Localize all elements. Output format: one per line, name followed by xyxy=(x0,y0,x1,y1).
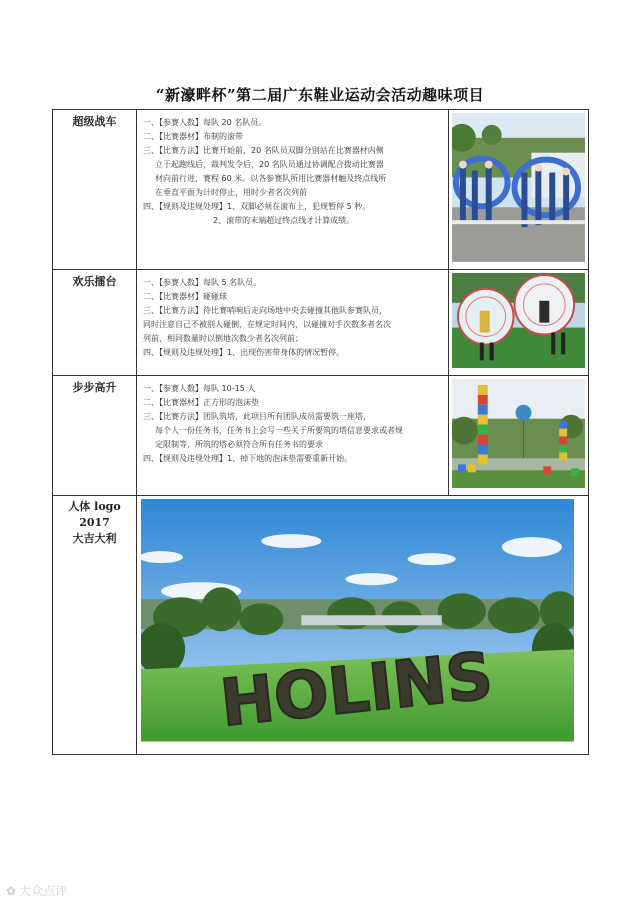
rule-line: 一、【参赛人数】每队 5 名队员。 xyxy=(143,277,262,287)
activity-table xyxy=(52,109,589,755)
rule-line: 立于起跑线后，裁判发令后，20 名队员通过协调配合拨动比赛器 xyxy=(155,160,384,169)
activity-name: 超级战车 xyxy=(53,110,137,270)
human-logo-text: HOLINS xyxy=(216,638,497,742)
page-title: “新濠畔杯”第二届广东鞋业运动会活动趣味项目 xyxy=(155,86,485,104)
rule-line: 三、【比赛方法】比赛开始前，20 名队员双脚分别站在比赛器材内侧 xyxy=(143,146,384,155)
rule-line: 四、【规则及违规处理】1、出现伤害带身体的情况暂停。 xyxy=(143,347,345,357)
year-label: 2017 xyxy=(79,516,110,530)
activity-description xyxy=(137,269,449,375)
activity-description xyxy=(137,110,449,270)
rule-line: 在垂直平面为计时停止，用时少者名次列前 xyxy=(155,188,307,197)
rule-line: 四、【规则及违规处理】1、双脚必须在滚布上，犯规暂停 5 秒。 xyxy=(143,202,371,211)
table-row xyxy=(53,376,589,496)
rule-line: 四、【规则及违规处理】1、掉下地的泡沫垫需要重新开始。 xyxy=(143,454,353,464)
dianping-logo-icon: ✿ xyxy=(6,883,17,898)
super-tank-photo xyxy=(452,113,585,266)
rule-line: 列前，相同数量时以倒地次数少者名次列前； xyxy=(143,333,303,343)
watermark-text: 大众点评 xyxy=(19,884,68,898)
bumper-ball-photo xyxy=(452,273,585,372)
table-row xyxy=(53,269,589,375)
rule-line: 二、【比赛器材】正方形的泡沫垫 xyxy=(143,398,259,408)
human-logo-label: 人体 logo xyxy=(68,500,121,514)
rule-line: 二、【比赛器材】布制的滚带 xyxy=(143,132,243,141)
rule-line: 2、滚带的末端超过终点线才计算成绩。 xyxy=(213,216,355,225)
rule-line: 三、【比赛方法】团队筑塔，此项目所有团队成员需要筑一座塔， xyxy=(143,412,371,422)
rule-line: 三、【比赛方法】待比赛哨响后走向场地中央去碰撞其他队参赛队员， xyxy=(143,305,387,315)
table-row xyxy=(53,110,589,270)
activity-name: 欢乐擂台 xyxy=(53,269,137,375)
rule-line: 一、【参赛人数】每队 10-15 人 xyxy=(143,384,256,394)
watermark xyxy=(6,882,67,899)
rule-line: 一、【参赛人数】每队 20 名队员。 xyxy=(143,118,267,127)
rule-line: 定限制等，所筑的塔必须符合所有任务书的要求 xyxy=(155,440,323,450)
blessing-label: 大吉大利 xyxy=(72,532,117,546)
rule-line: 二、【比赛器材】碰碰球 xyxy=(143,291,227,301)
tower-building-photo xyxy=(452,379,585,492)
activity-name: 步步高升 xyxy=(53,376,137,496)
table-row xyxy=(53,496,589,755)
rule-line: 材向前行进，赛程 60 米。以各参赛队所用比赛器材触及终点线所 xyxy=(155,174,387,183)
activity-description xyxy=(137,376,449,496)
rule-line: 同时注意自己不被别人碰倒，在规定时间内，以碰撞对手次数多者名次 xyxy=(143,319,391,329)
rule-line: 每个人一份任务书，任务书上会写一些关于所要筑的塔信息要求或者规 xyxy=(155,426,403,436)
human-logo-photo xyxy=(141,499,574,746)
